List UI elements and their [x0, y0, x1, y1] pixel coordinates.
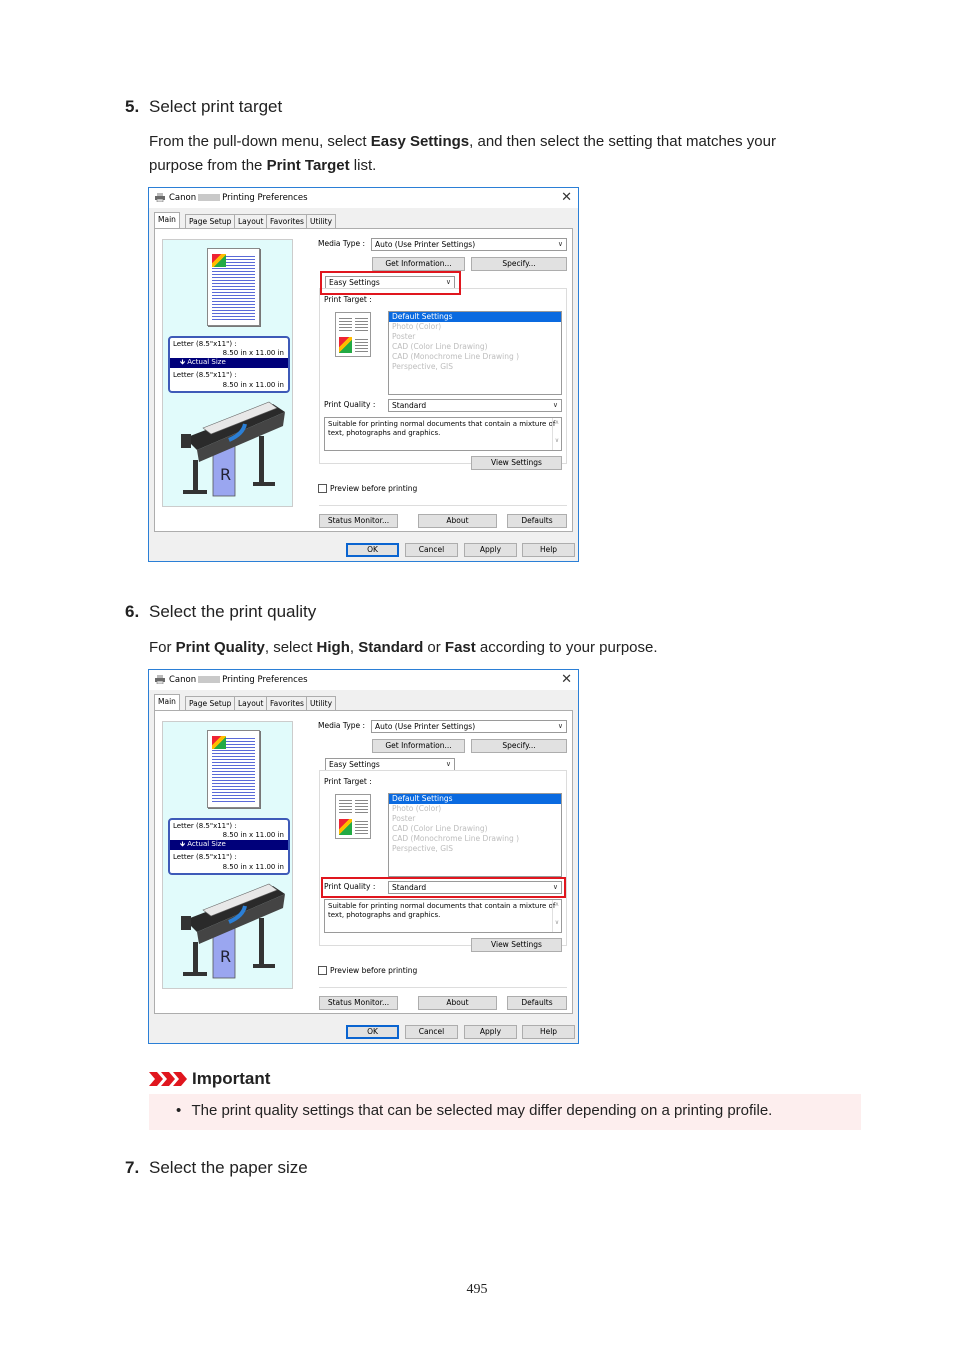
dialog-title: Canon Printing Preferences — [169, 193, 308, 203]
chevron-down-icon: ∨ — [552, 883, 558, 891]
list-item-default-settings[interactable]: Default Settings — [389, 312, 561, 322]
list-item[interactable]: CAD (Monochrome Line Drawing ) — [392, 834, 520, 843]
tab-utility[interactable]: Utility — [306, 214, 336, 228]
preview-before-printing-checkbox[interactable] — [318, 966, 327, 975]
media-type-label: Media Type : — [318, 239, 366, 248]
print-target-list[interactable] — [388, 311, 562, 395]
svg-text:R: R — [220, 465, 232, 484]
print-quality-label: Print Quality : — [324, 882, 376, 891]
step-title: Select the paper size — [149, 1158, 308, 1177]
step-5-heading — [0, 97, 954, 119]
options-area — [315, 711, 570, 1011]
page-number: 495 — [466, 1282, 488, 1297]
print-quality-label: Print Quality : — [324, 400, 376, 409]
tab-favorites[interactable]: Favorites — [266, 696, 308, 710]
ok-button[interactable]: OK — [346, 543, 399, 557]
list-item-default-settings[interactable]: Default Settings — [389, 794, 561, 804]
defaults-button[interactable]: Defaults — [507, 514, 567, 528]
tab-page-setup[interactable]: Page Setup — [185, 696, 235, 710]
printer-illustration-icon — [173, 880, 288, 988]
scrollbar[interactable]: ∧ ∨ — [552, 900, 561, 932]
highlight-print-quality — [321, 877, 566, 898]
apply-button[interactable]: Apply — [464, 543, 517, 557]
preview-before-printing-checkbox[interactable] — [318, 484, 327, 493]
dialog-titlebar — [149, 670, 578, 690]
chevron-down-icon: ∨ — [445, 760, 451, 768]
cancel-button[interactable]: Cancel — [405, 1025, 458, 1039]
ok-button[interactable]: OK — [346, 1025, 399, 1039]
specify-button[interactable]: Specify... — [471, 257, 567, 271]
list-item[interactable]: Poster — [392, 332, 416, 341]
bullet: • — [176, 1102, 182, 1119]
easy-settings-dropdown[interactable]: Easy Settings ∨ — [325, 758, 455, 771]
chevron-down-icon: ∨ — [557, 240, 563, 248]
step-7-heading — [0, 1158, 954, 1180]
page-preview — [207, 730, 260, 808]
tab-utility[interactable]: Utility — [306, 696, 336, 710]
list-item[interactable]: Perspective, GIS — [392, 362, 453, 371]
print-target-thumbnail — [335, 794, 371, 839]
important-text: The print quality settings that can be selected may differ depending on a printing profile. — [191, 1102, 773, 1119]
tab-page-setup[interactable]: Page Setup — [185, 214, 235, 228]
view-settings-button[interactable]: View Settings — [471, 938, 562, 952]
print-quality-dropdown[interactable]: Standard ∨ — [388, 881, 562, 894]
tab-favorites[interactable]: Favorites — [266, 214, 308, 228]
close-icon[interactable]: ✕ — [561, 672, 572, 687]
scrollbar[interactable]: ∧ ∨ — [552, 418, 561, 450]
about-button[interactable]: About — [418, 514, 497, 528]
step-5-paragraph: From the pull-down menu, select Easy Settings, and then select the setting that matches your purpose from the Print Target list. — [149, 133, 776, 174]
printer-illustration-icon — [173, 398, 288, 506]
printing-preferences-dialog-2 — [148, 669, 579, 1044]
important-title: Important — [192, 1069, 271, 1088]
actual-size-label: 🡻 Actual Size — [170, 840, 288, 850]
tab-layout[interactable]: Layout — [234, 696, 268, 710]
printer-icon — [155, 193, 165, 202]
close-icon[interactable]: ✕ — [561, 190, 572, 205]
print-quality-dropdown[interactable]: Standard ∨ — [388, 399, 562, 412]
step-6-heading — [0, 602, 954, 624]
settings-preview — [162, 239, 293, 507]
preview-before-printing-label: Preview before printing — [330, 484, 418, 493]
print-target-label: Print Target : — [324, 777, 372, 786]
tab-main[interactable]: Main — [154, 694, 180, 710]
page-preview — [207, 248, 260, 326]
description-text: Suitable for printing normal documents that contain a mixture of text, photographs and graphics. ∧ ∨ — [324, 417, 562, 451]
list-item[interactable]: CAD (Color Line Drawing) — [392, 342, 488, 351]
list-item[interactable]: Photo (Color) — [392, 804, 442, 813]
step-number: 6. — [125, 602, 140, 621]
chevron-down-icon: ∨ — [445, 278, 451, 286]
status-monitor-button[interactable]: Status Monitor... — [319, 996, 398, 1010]
step-number: 7. — [125, 1158, 140, 1177]
list-item[interactable]: Photo (Color) — [392, 322, 442, 331]
get-information-button[interactable]: Get Information... — [372, 739, 465, 753]
dialog-titlebar — [149, 188, 578, 208]
media-type-dropdown[interactable]: Auto (Use Printer Settings) ∨ — [371, 238, 567, 251]
cancel-button[interactable]: Cancel — [405, 543, 458, 557]
step-title: Select print target — [149, 97, 283, 116]
defaults-button[interactable]: Defaults — [507, 996, 567, 1010]
paper-size-info: Letter (8.5"x11") : 8.50 in x 11.00 in 🡻 Actual Size Letter (8.5"x11") : 8.50 in x 11.00 in — [168, 336, 290, 393]
about-button[interactable]: About — [418, 996, 497, 1010]
apply-button[interactable]: Apply — [464, 1025, 517, 1039]
printer-icon — [155, 675, 165, 684]
help-button[interactable]: Help — [522, 543, 575, 557]
description-text: Suitable for printing normal documents that contain a mixture of text, photographs and graphics. ∧ ∨ — [324, 899, 562, 933]
list-item[interactable]: CAD (Color Line Drawing) — [392, 824, 488, 833]
chevron-down-icon: ∨ — [557, 722, 563, 730]
print-target-list[interactable] — [388, 793, 562, 877]
highlight-easy-settings — [320, 271, 461, 295]
main-tab-panel — [154, 710, 573, 1014]
status-monitor-button[interactable]: Status Monitor... — [319, 514, 398, 528]
specify-button[interactable]: Specify... — [471, 739, 567, 753]
important-note — [176, 1102, 772, 1119]
print-target-label: Print Target : — [324, 295, 372, 304]
svg-text:R: R — [220, 947, 232, 966]
get-information-button[interactable]: Get Information... — [372, 257, 465, 271]
important-arrows-icon — [149, 1072, 189, 1086]
media-type-label: Media Type : — [318, 721, 366, 730]
step-6-paragraph: For Print Quality, select High, Standard or Fast according to your purpose. — [149, 639, 658, 656]
settings-preview — [162, 721, 293, 989]
media-type-dropdown[interactable]: Auto (Use Printer Settings) ∨ — [371, 720, 567, 733]
list-item[interactable]: Perspective, GIS — [392, 844, 453, 853]
view-settings-button[interactable]: View Settings — [471, 456, 562, 470]
list-item[interactable]: Poster — [392, 814, 416, 823]
print-target-thumbnail — [335, 312, 371, 357]
step-title: Select the print quality — [149, 602, 317, 621]
dialog-title: Canon Printing Preferences — [169, 675, 308, 685]
tab-main[interactable]: Main — [154, 212, 180, 228]
printing-preferences-dialog-1 — [148, 187, 579, 562]
chevron-down-icon: ∨ — [552, 401, 558, 409]
easy-settings-dropdown[interactable]: Easy Settings ∨ — [325, 276, 455, 289]
step-number: 5. — [125, 97, 140, 116]
tab-layout[interactable]: Layout — [234, 214, 268, 228]
preview-before-printing-label: Preview before printing — [330, 966, 418, 975]
list-item[interactable]: CAD (Monochrome Line Drawing ) — [392, 352, 520, 361]
actual-size-label: 🡻 Actual Size — [170, 358, 288, 368]
help-button[interactable]: Help — [522, 1025, 575, 1039]
paper-size-info: Letter (8.5"x11") : 8.50 in x 11.00 in 🡻 Actual Size Letter (8.5"x11") : 8.50 in x 11.00 in — [168, 818, 290, 875]
